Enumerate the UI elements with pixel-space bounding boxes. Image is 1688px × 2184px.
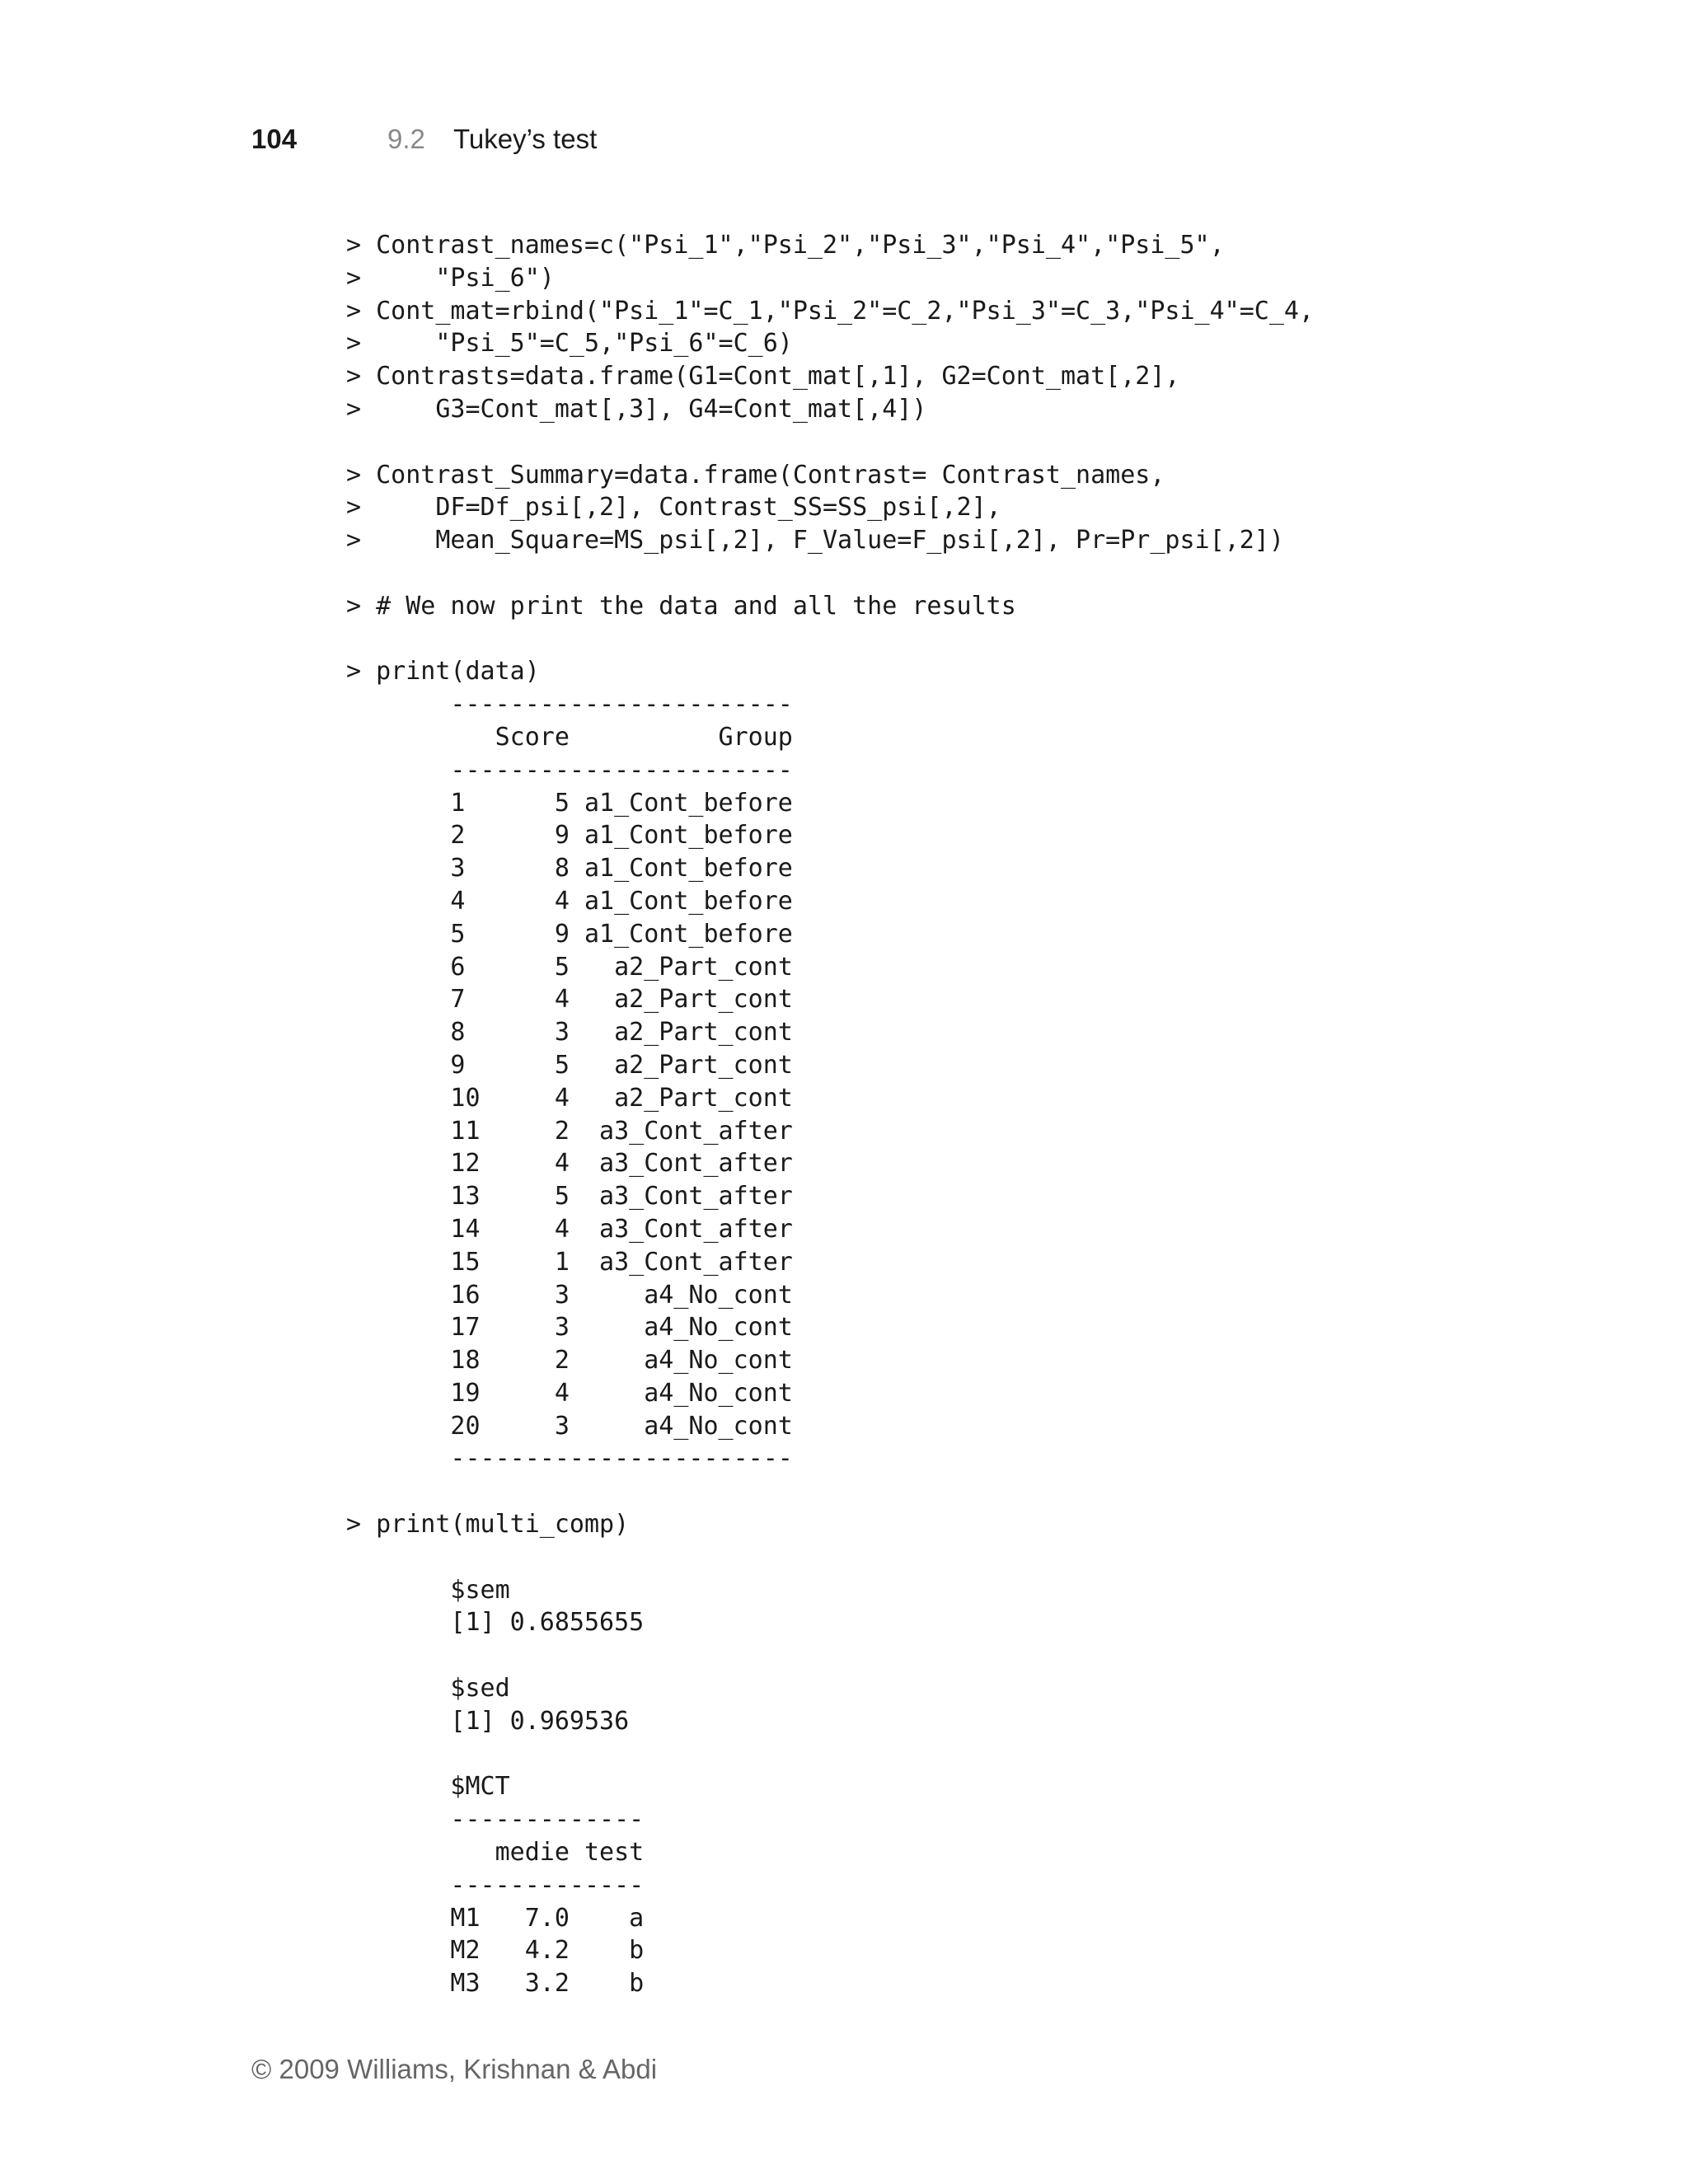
code-line: 11 2 a3_Cont_after xyxy=(346,1116,793,1146)
section-number: 9.2 xyxy=(387,124,425,154)
code-line: > print(multi_comp) xyxy=(346,1510,630,1540)
code-line: > G3=Cont_mat[,3], G4=Cont_mat[,4]) xyxy=(346,394,927,424)
code-line: 5 9 a1_Cont_before xyxy=(346,919,793,949)
code-line: 17 3 a4_No_cont xyxy=(346,1313,793,1343)
code-line xyxy=(346,1541,1632,1574)
code-line xyxy=(346,1738,1632,1771)
code-line: [1] 0.6855655 xyxy=(346,1608,645,1638)
code-line: 2 9 a1_Cont_before xyxy=(346,821,793,851)
code-line: 14 4 a3_Cont_after xyxy=(346,1214,793,1244)
page-number: 104 xyxy=(251,124,298,154)
code-line: > DF=Df_psi[,2], Contrast_SS=SS_psi[,2], xyxy=(346,493,1001,523)
code-line: > print(data) xyxy=(346,657,540,687)
code-line: 20 3 a4_No_cont xyxy=(346,1411,793,1441)
code-line: > "Psi_5"=C_5,"Psi_6"=C_6) xyxy=(346,329,793,359)
code-line: $sed xyxy=(346,1674,510,1704)
code-line xyxy=(346,623,1632,656)
code-line: 12 4 a3_Cont_after xyxy=(346,1149,793,1179)
code-line: > # We now print the data and all the results xyxy=(346,591,1016,621)
code-line: 13 5 a3_Cont_after xyxy=(346,1182,793,1212)
code-line: 1 5 a1_Cont_before xyxy=(346,788,793,818)
code-line: M2 4.2 b xyxy=(346,1936,645,1966)
code-line: Score Group xyxy=(346,722,793,752)
code-line xyxy=(346,1475,1632,1508)
code-line: > Contrasts=data.frame(G1=Cont_mat[,1], G2=Cont_mat[,2], xyxy=(346,362,1180,391)
code-line: ------------- xyxy=(346,1805,645,1835)
code-line: 18 2 a4_No_cont xyxy=(346,1346,793,1376)
code-line: $sem xyxy=(346,1575,510,1605)
code-line: 4 4 a1_Cont_before xyxy=(346,886,793,916)
code-line: > Mean_Square=MS_psi[,2], F_Value=F_psi[,2], Pr=Pr_psi[,2]) xyxy=(346,526,1284,555)
code-line: M1 7.0 a xyxy=(346,1903,645,1933)
code-line xyxy=(346,426,1632,459)
code-line: > Contrast_names=c("Psi_1","Psi_2","Psi_3","Psi_4","Psi_5", xyxy=(346,231,1225,260)
code-line: medie test xyxy=(346,1838,645,1868)
code-line: ------------- xyxy=(346,1870,645,1900)
code-listing xyxy=(346,229,1632,2000)
code-line: 6 5 a2_Part_cont xyxy=(346,952,793,982)
code-line: > "Psi_6") xyxy=(346,263,555,293)
code-line: 3 8 a1_Cont_before xyxy=(346,854,793,883)
code-line: ----------------------- xyxy=(346,690,793,719)
code-line: 8 3 a2_Part_cont xyxy=(346,1018,793,1047)
code-line: 15 1 a3_Cont_after xyxy=(346,1247,793,1277)
code-line: 7 4 a2_Part_cont xyxy=(346,985,793,1015)
copyright-footer: © 2009 Williams, Krishnan & Abdi xyxy=(251,2054,658,2084)
code-line: $MCT xyxy=(346,1772,510,1802)
code-line: 9 5 a2_Part_cont xyxy=(346,1050,793,1080)
section-title: Tukey’s test xyxy=(453,124,598,154)
code-line xyxy=(346,557,1632,590)
code-line xyxy=(346,1639,1632,1672)
code-line: > Cont_mat=rbind("Psi_1"=C_1,"Psi_2"=C_2,"Psi_3"=C_3,"Psi_4"=C_4, xyxy=(346,296,1314,326)
code-line: > Contrast_Summary=data.frame(Contrast= Contrast_names, xyxy=(346,460,1165,490)
code-line: [1] 0.969536 xyxy=(346,1706,630,1736)
code-line: 10 4 a2_Part_cont xyxy=(346,1083,793,1113)
code-line: ----------------------- xyxy=(346,1444,793,1474)
code-line: 19 4 a4_No_cont xyxy=(346,1378,793,1408)
code-line: M3 3.2 b xyxy=(346,1969,645,1999)
code-line: ----------------------- xyxy=(346,755,793,785)
code-line: 16 3 a4_No_cont xyxy=(346,1280,793,1310)
